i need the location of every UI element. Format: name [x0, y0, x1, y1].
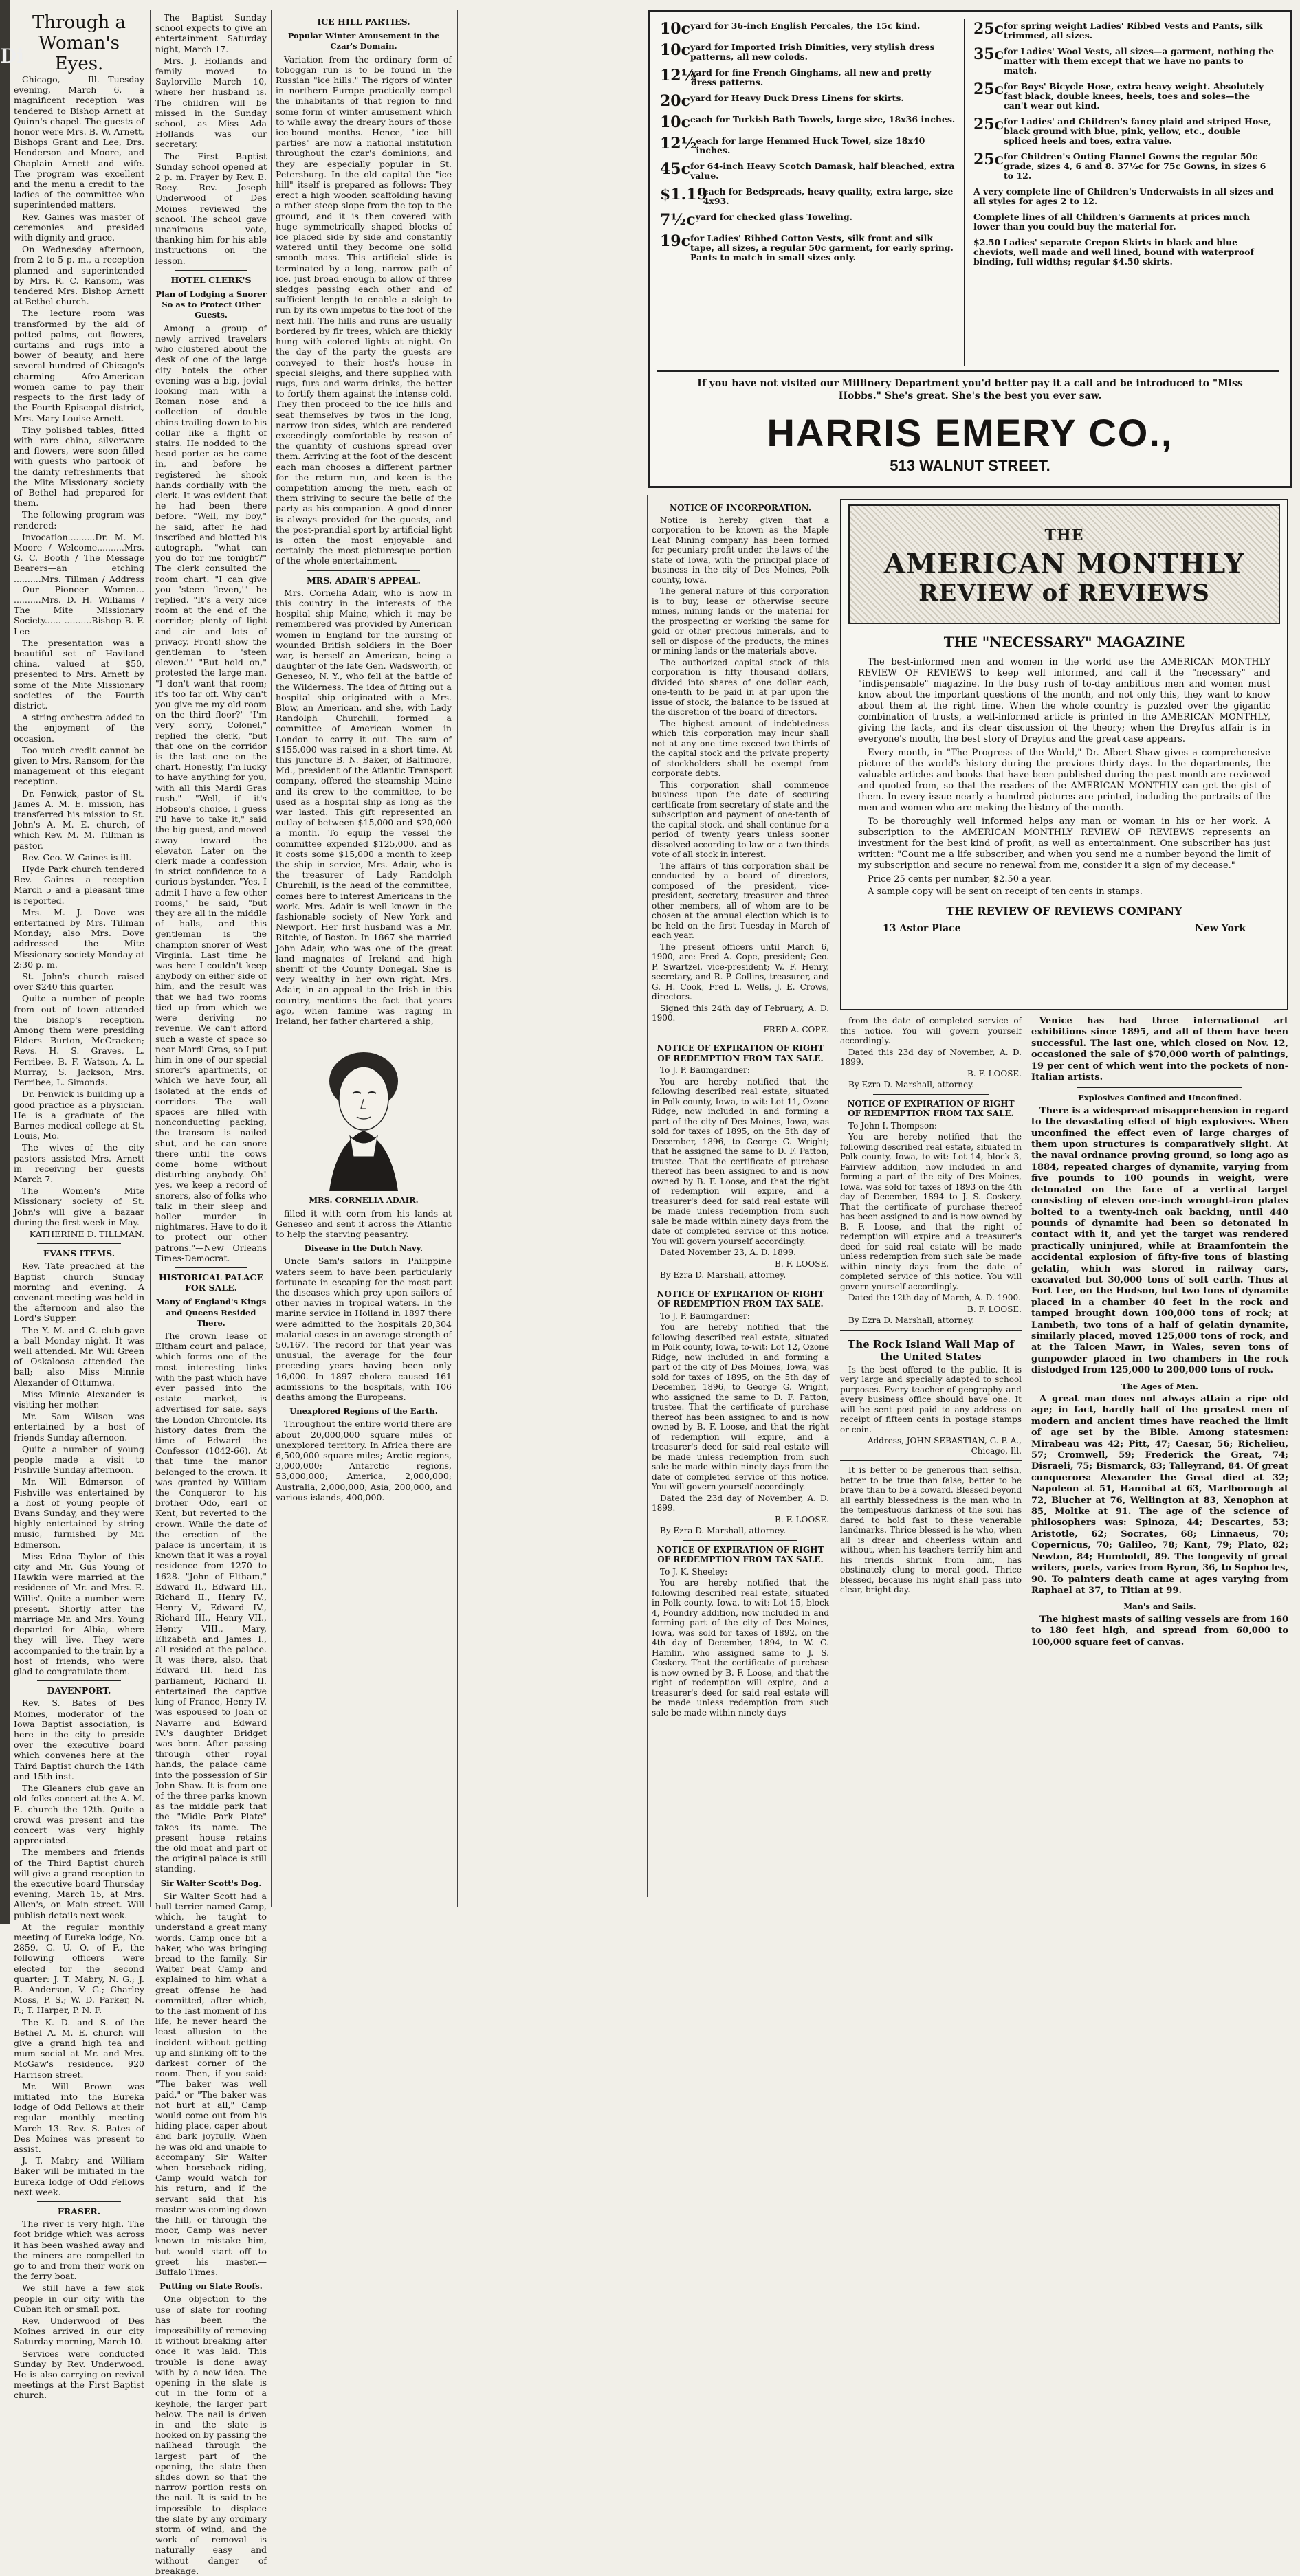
paragraph: Rev. Underwood of Des Moines arrived in our city Saturday morning, March 10. — [14, 2316, 144, 2347]
attorney: By Ezra D. Marshall, attorney. — [848, 1080, 975, 1089]
ad-price-line — [973, 117, 1276, 146]
signature: FRED A. COPE. — [763, 1024, 829, 1034]
ad-price: 25c — [973, 20, 1004, 38]
ad-price: 45c — [660, 160, 691, 178]
ad-price: 35c — [973, 45, 1004, 63]
column-4 — [652, 499, 829, 1901]
paragraph: A string orchestra added to the enjoyment of the occasion. — [14, 712, 144, 744]
ad-item-text: for Ladies' Wool Vests, all sizes—a garment, nothing the matter with them except that we have no pants to match. — [1004, 46, 1275, 76]
paragraph: There is a widespread misapprehension in regard to the devastating effect of high explosives. When unconfined the effect even of large charges of them upon structures is comparatively slight. At the naval ordnance proving ground, so long ago as 1884, repeated charges of dynamite, varying from five pounds to 100 pounds in weight, were detonated on the face of a vertical target consisting of eleven one-inch wrought-iron plates bolted to a twenty-inch oak backing, until 440 pounds of dynamite had been so detonated in contact with it, and yet the target was rendered practically uninjured, while at Braamfontein the accidental explosion of fifty-five tons of blasting gelatin, which was stored in railway cars, excavated but 30,000 tons of soft earth. Thus at Fort Lee, on the Hudson, but two tons of dynamite placed in a chamber 40 feet in the rock and tamped brought down 100,000 tons of rock; at Lambeth, two tons of a half of gelatin dynamite, similarly placed, moved 125,000 tons of rock, and at the Talcen Mawr, in Wales, seven tons of gunpowder placed in two chambers in the rock dislodged from 125,000 to 200,000 tons of rock. — [1031, 1105, 1288, 1376]
ad-price-line — [660, 43, 957, 62]
paragraph: Services were conducted Sunday by Rev. Underwood. He is also carrying on revival meetings at the First Baptist church. — [14, 2348, 144, 2401]
paragraph: The affairs of this corporation shall be conducted by a board of directors, composed of the president, vice-president, secretary, treasurer and three other members, all of whom are to be chosen at the annual election which is to be held on the first Tuesday in March of each year. — [652, 860, 829, 940]
ad-item-text: $2.50 Ladies' separate Crepon Skirts in black and blue cheviots, well made and well lined, bound with waterproof binding, full widths; regular $4.50 skirts. — [973, 237, 1254, 267]
paragraph: The authorized capital stock of this corporation is fifty thousand dollars, divided into shares of one dollar each, one-tenth to be paid in at par upon the issue of stock, the balance to be issued at the discretion of the board of directors. — [652, 657, 829, 717]
paragraph: Miss Edna Taylor of this city and Mr. Gus Young of Hawkin were married at the residence of Mr. and Mrs. E. Willis'. Quite a number were present. Shortly after the marriage Mr. and Mrs. Young departed for Albia, where they will live. They were accompanied to the train by a host of friends, who were glad to congratulate them. — [14, 1551, 144, 1677]
article-heading: The Ages of Men. — [1121, 1381, 1199, 1391]
ad-price: 19c — [660, 232, 691, 250]
ad-item-text: each for Turkish Bath Towels, large size, 18x36 inches. — [690, 114, 956, 124]
company-name: THE REVIEW OF REVIEWS COMPANY — [946, 904, 1182, 918]
column-3 — [276, 12, 452, 1909]
attorney: By Ezra D. Marshall, attorney. — [660, 1526, 786, 1535]
firm-address: 513 WALNUT STREET. — [890, 457, 1050, 474]
address-street: 13 Astor Place — [883, 923, 961, 934]
ad-price: $1.19 — [660, 186, 707, 203]
divider — [175, 270, 247, 271]
ad-right-column — [973, 21, 1276, 273]
ad-item-text: for Ladies' Ribbed Cotton Vests, silk front and silk tape, all sizes, a regular 50c garment, for early spring. Pants to match in small sizes only. — [690, 233, 954, 263]
ad-item-text: for spring weight Ladies' Ribbed Vests and Pants, silk trimmed, all sizes. — [1004, 21, 1263, 41]
paragraph: from the date of completed service of this notice. You will govern yourself accordingly. — [840, 1016, 1022, 1045]
program-list: Invocation..........Dr. M. M. Moore / Welcome..........Mrs. G. C. Booth / The Message Bearers—an etching ..........Mrs. Tillman / Address—Our Pioneer Women... ..........Mrs. D. H. Williams / The Mite Missionary Society...... ..........Bishop B. F. Lee — [14, 531, 144, 636]
ad-item-text: each for large Hemmed Huck Towel, size 18x40 inches. — [696, 135, 925, 155]
column-2 — [155, 12, 267, 2576]
article-heading: Man's and Sails. — [1123, 1601, 1196, 1612]
paragraph: Mr. Sam Wilson was entertained by a host of friends Sunday afternoon. — [14, 1411, 144, 1443]
notice-heading: NOTICE OF EXPIRATION OF RIGHT OF REDEMPTION FROM TAX SALE. — [657, 1289, 824, 1309]
notice-heading: NOTICE OF EXPIRATION OF RIGHT OF REDEMPTION FROM TAX SALE. — [847, 1098, 1015, 1118]
signature: B. F. LOOSE. — [967, 1304, 1022, 1314]
paragraph: Variation from the ordinary form of toboggan run is to be found in the Russian "ice hills." The rigors of winter in northern Europe practically compel the inhabitants of that region to find some form of winter amusement which to while away the dreary hours of those ice-bound months. Hence, "ice hill parties" are now a national institution throughout the czar's dominions, and they are especially popular in St. Petersburg. In the old capital the "ice hill" itself is prepared as follows: They erect a high wooden scaffolding having a rather steep slope from the top to the ground, and it is then covered with huge symmetrically shaped blocks of ice placed side by side and constantly watered until they become one solid smooth mass. This artificial slide is terminated by a long, narrow path of ice, just broad enough to allow of three sledges passing each other and of sufficient length to enable a sleigh to run by its own impetus to the foot of the next hill. The hills and runs are usually bordered by fir trees, which are thickly hung with colored lights at night. On the day of the party the guests are conveyed to their host's house in special sleighs, and there supplied with rugs, furs and warm drinks, the better to fortify them against the intense cold. They then proceed to the ice hills and seat themselves by twos in the long, narrow iron sides, which are rendered exceedingly comfortable by reason of the quantity of cushions spread over them. Arriving at the foot of the descent each man chooses a different partner for the return run, and keen is the competition among the men, each of them striving to secure the belle of the party as his companion. A good dinner is always provided for the guests, and the post-prandial sport by artificial light is often the most enjoyable and certainly the most picturesque portion of the whole entertainment. — [276, 54, 452, 566]
paragraph: Among a group of newly arrived travelers who clustered about the desk of one of the large city hotels the other evening was a big, jovial looking man with a Roman nose and a collection of double chins trailing down to his collar like a flight of stairs. He nodded to the head porter as he came in, and before he registered he shook hands cordially with the clerk. It was evident that he had been there before. "Well, my boy," he said, after he had inscribed and blotted his autograph, "what can you do for me tonight?" The clerk consulted the room chart. "I can give you 'steen 'leven,'" he replied. "It's a very nice room at the end of the corridor; plenty of light and air and lots of privacy. Front! show the gentleman to 'steen eleven.'" "But hold on," protested the large man. "I don't want that room; it's too far off. Why can't you give me my old room on the third floor?" "I'm very sorry, Colonel," replied the clerk, "but that one on the corridor is the last one on the chart. Honestly, I'm lucky to have anything for you, with all this Mardi Gras rush." "Well, if it's Hobson's choice, I guess I'll have to take it," said the big guest, and moved away toward the elevator. Later on the clerk made a confession in strict confidence to a curious bystander. "Yes, I admit I have a few other rooms," he said, "but they are all in the middle of halls, and this gentleman is the champion snorer of West Virginia. Last time he was here I couldn't keep anybody on either side of him, and the result was that we had two rooms tied up from which we were deriving no revenue. We can't afford such a waste of space so near Mardi Gras, so I put him in one of our special snorer's apartments, of which we have four, all isolated at the ends of corridors. The wall spaces are filled with nonconducting packing, the transom is nailed shut, and he can snore there until the cows come home without disturbing anybody. Oh! yes, we keep a record of snorers, also of folks who talk in their sleep and holler murder in nightmares. Have to do it to protect our other patrons."—New Orleans Times-Democrat. — [155, 322, 267, 1263]
paragraph: To J. P. Baumgardner: — [660, 1065, 750, 1075]
paragraph: filled it with corn from his lands at Geneseo and sent it across the Atlantic to help the starving peasantry. — [276, 1208, 452, 1239]
paragraph: Sir Walter Scott had a bull terrier named Camp, which, he taught to understand a great many words. Camp once bit a baker, who was bringing bread to the family. Sir Walter beat Camp and explained to him what a great offense he had committed, after which, to the last moment of his life, he never heard the least allusion to the incident without getting up and slinking off to the darkest corner of the room. Then, if you said: "The baker was well paid," or "The baker was not hurt at all," Camp would come out from his hiding place, caper about and bark joyfully. When he was old and unable to accompany Sir Walter when horseback riding, Camp would watch for his return, and if the servant said that his master was coming down the hill, or through the moor, Camp was never known to mistake him, but would start off to greet his master.—Buffalo Times. — [155, 1890, 267, 2278]
ad-price: 25c — [973, 151, 1004, 168]
magazine-body — [858, 657, 1270, 898]
paragraph: The Y. M. and C. club gave a ball Monday night. It was well attended. Mr. Will Green of Oskaloosa attended the ball; also Miss Minnie Alexander of Ottumwa. — [14, 1324, 144, 1388]
ad-price-line — [973, 82, 1276, 111]
ad-price-line — [973, 212, 1276, 232]
ad-price-line — [660, 68, 957, 87]
paragraph: Dr. Fenwick is building up a good practice as a physician. He is a graduate of the Barnes medical college at St. Louis, Mo. — [14, 1089, 144, 1142]
ad-price: 10c — [660, 20, 691, 38]
signature: B. F. LOOSE. — [967, 1068, 1022, 1078]
paragraph: Uncle Sam's sailors in Philippine waters seem to have been particularly fortunate in escaping for the most part the diseases which prey upon sailors of other navies in tropical waters. In the marine service in Holland in 1897 there were admitted to the hospitals 20,304 malarial cases in an average strength of 50,167. The record for that year was unusual, the average for the four preceding years having been only 16,000. In 1897 cholera caused 161 admissions to the hospitals, with 106 deaths among the Europeans. — [276, 1256, 452, 1402]
column-6 — [840, 1016, 1022, 1902]
ad-price-line — [660, 234, 957, 263]
paragraph: The K. D. and S. of the Bethel A. M. E. church will give a grand high tea and mum social at Mr. and Mrs. McGaw's residence, 920 Harrison street. — [14, 2017, 144, 2080]
paragraph: To J. K. Sheeley: — [660, 1566, 728, 1577]
paragraph: The presentation was a beautiful set of Haviland china, valued at $50, presented to Mrs. Arnett by some of the Mite Missionary societies of the Fourth district. — [14, 637, 144, 711]
signature: KATHERINE D. TILLMAN. — [29, 1228, 144, 1239]
portrait-engraving — [302, 1033, 426, 1191]
ad-price-line — [660, 136, 957, 155]
paragraph: This corporation shall commence business upon the date of securing certificate from secretary of state and the subscription and payment of one-tenth of the capital stock, and shall continue for a period of twenty years unless sooner dissolved according to law or a two-thirds vote of all stock in interest. — [652, 779, 829, 859]
paragraph: Rev. Tate preached at the Baptist church Sunday morning and evening. A covenant meeting was held in the afternoon and also the Lord's Supper. — [14, 1261, 144, 1324]
ad-item-text: yard for 36-inch English Percales, the 15c kind. — [690, 21, 921, 31]
ad-price: 10c — [660, 41, 691, 59]
article-heading: Unexplored Regions of the Earth. — [289, 1406, 438, 1417]
review-of-reviews-advertisement — [840, 499, 1288, 1010]
paragraph: Mr. Will Edmerson of Fishville was entertained by a host of young people of Evans Sunday, and they were highly entertained by string music, furnished by Mr. Edmerson. — [14, 1476, 144, 1550]
divider — [1077, 1087, 1242, 1088]
paragraph: You are hereby notified that the following described real estate, situated in Polk county, Iowa, to-wit: Lot 14, block 3, Fairview addition, now included in and forming a part of the city of Des Moines, Iowa, was sold for taxes of 1893 on the 4th day of December, 1894 to J. S. Coskery. That the certificate of purchase thereof has been assigned to and is now owned by B. F. Loose, and that the right of redemption will expire and a treasurer's deed for said real estate will be made unless redemption from such sale be made within ninety days from the date of completed service of this notice. You will govern yourself accordingly. — [840, 1132, 1022, 1291]
paragraph: Rev. S. Bates of Des Moines, moderator of the Iowa Baptist association, is here in the city to preside over the executive board which convenes here at the Third Baptist church the 14th and 15th inst. — [14, 1698, 144, 1781]
address-city: New York — [1195, 923, 1246, 934]
column-rule — [457, 10, 458, 1907]
notice-heading: NOTICE OF EXPIRATION OF RIGHT OF REDEMPTION FROM TAX SALE. — [657, 1544, 824, 1564]
column-rule — [647, 495, 648, 1897]
article-subheading: Plan of Lodging a Snorer So as to Protect Other Guests. — [155, 289, 267, 320]
ad-heading: The Rock Island Wall Map of the United States — [848, 1337, 1014, 1363]
paragraph: Mrs. Cornelia Adair, who is now in this country in the interests of the hospital ship Maine, which it may be remembered was provided by American women in England for the nursing of wounded British soldiers in the Boer war, is herself an American, being a daughter of the late Gen. Wadsworth, of Geneseo, N. Y., who fell at the battle of the Wilderness. The idea of fitting out a hospital ship originated with a Mrs. Blow, an American, and she, with Lady Randolph Churchill, formed a committee of American women in London to carry it out. The sum of $155,000 was raised in a short time. At this juncture B. N. Baker, of Baltimore, Md., president of the Atlantic Transport company, offered the steamship Maine and its crew to the committee, to be used as a hospital ship as long as the war lasted. This gift represented an outlay of between $15,000 and $20,000 a month. To equip the vessel the committee expended $125,000, and as it costs some $15,000 a month to keep the ship in service, Mrs. Adair, who is the treasurer of Lady Randolph Churchill, is the head of the committee, comes here to interest Americans in the work. Mrs. Adair is well known in the fashionable society of New York and Newport. Her first husband was a Mr. Ritchie, of Boston. In 1867 she married John Adair, who was one of the great land magnates of Ireland and high sheriff of the County Donegal. She is very wealthy in her own right. Mrs. Adair, in an appeal to the Irish in this country, mentions the fact that years ago, when famine was raging in Ireland, her father chartered a ship, — [276, 587, 452, 1027]
paragraph: You are hereby notified that the following described real estate, situated in Polk county, Iowa, to-wit: Lot 12, Ozone Ridge, now included in and forming a part of the city of Des Moines, Iowa, was sold for taxes of 1895, on the 5th day of December, 1896, to George G. Wright, who assigned the same to D. F. Patton, trustee. That the certificate of purchase thereof has been assigned to and is now owned by B. F. Loose, and that the right of redemption will expire, and a treasurer's deed for said real estate will be made unless redemption from such sale be made within ninety days from the date of completed service of this notice. You will govern yourself accordingly. — [652, 1322, 829, 1491]
divider — [37, 1243, 121, 1244]
ad-price-line — [660, 93, 957, 109]
paragraph: The wives of the city pastors assisted Mrs. Arnett in receiving her guests March 7. — [14, 1142, 144, 1184]
article-subheading: Many of England's Kings and Queens Resided There. — [155, 1297, 267, 1328]
ad-price: 25c — [973, 80, 1004, 98]
paragraph: It is better to be generous than selfish, better to be true than false, better to be brave than to be a coward. Blessed beyond all earthly blessedness is the man who in the tempestuous darkness of the soul has dared to hold fast to these venerable landmarks. Thrice blessed is he who, when all is drear and cheerless within and without, when his teachers terrify him and his friends shrink from him, has obstinately clung to moral good. Thrice blessed, because his night shall pass into clear, bright day. — [840, 1465, 1022, 1595]
paragraph: Mrs. J. Hollands and family moved to Saylorville March 10, where her husband is. The children will be missed in the Sunday school, as Miss Ada Hollands was our secretary. — [155, 55, 267, 150]
attorney: By Ezra D. Marshall, attorney. — [660, 1270, 786, 1280]
notice-heading: NOTICE OF INCORPORATION. — [669, 503, 812, 513]
ad-item-text: Complete lines of all Children's Garments at prices much lower than you could buy the material for. — [973, 212, 1251, 232]
page-edge-letters: Di — [0, 45, 24, 67]
column-rule — [271, 10, 272, 1907]
article-heading: Sir Walter Scott's Dog. — [160, 1878, 262, 1888]
paragraph: Is the best offered to the public. It is very large and specially adapted to school purposes. Every teacher of geography and every business office should have one. It will be sent post paid to any address on receipt of fifteen cents in postage stamps or coin. — [840, 1364, 1022, 1434]
section-heading: DAVENPORT. — [47, 1685, 111, 1696]
paragraph: The Women's Mite Missionary society of St. John's will give a bazaar during the first week in May. — [14, 1186, 144, 1228]
column-rule — [150, 10, 151, 1907]
ad-price-line — [660, 187, 957, 206]
paragraph: The present officers until March 6, 1900, are: Fred A. Cope, president; Geo. P. Swartzel, vice-president; W. F. Henry, secretary, and R. P. Collins, treasurer, and G. H. Cook, Fred L. Wells, J. E. Crows, directors. — [652, 942, 829, 1001]
divider — [307, 570, 420, 571]
paragraph: The general nature of this corporation is to buy, lease or otherwise secure mines, mining lands or the material for the prospecting or working the same for gold or other precious minerals, and to sell or dispose of the products, the mines or mining lands or the materials above. — [652, 586, 829, 656]
magazine-tagline: THE "NECESSARY" MAGAZINE — [943, 634, 1185, 650]
article-heading: MRS. ADAIR'S APPEAL. — [306, 575, 421, 586]
ad-hrule — [657, 370, 1279, 372]
ad-price-line — [973, 152, 1276, 181]
ad-item-text: yard for checked glass Toweling. — [695, 212, 852, 222]
paragraph: Dated the 12th day of March, A. D. 1900. — [848, 1293, 1021, 1302]
paragraph: Quite a number of young people made a visit to Fishville Sunday afternoon. — [14, 1443, 144, 1476]
paragraph: Quite a number of people from out of town attended the bishop's reception. Among them were presiding Elders Burton, McCracken; Revs. H. S. Graves, L. Ferribee, B. F. Watson, A. L. Murray, S. Jackson, Mrs. Ferribee, L. Simonds. — [14, 993, 144, 1088]
attorney: By Ezra D. Marshall, attorney. — [848, 1315, 975, 1325]
paragraph: The crown lease of Eltham court and palace, which forms one of the most interesting links with the past which have ever passed into the estate market, is advertised for sale, says the London Chronicle. Its history dates from the time of Edward the Confessor (1042-66). At that time the manor belonged to the crown. It was granted by William the Conqueror to his brother Odo, earl of Kent, but reverted to the crown. While the date of the erection of the palace is uncertain, it is known that it was a royal residence from 1270 to 1628. "John of Eltham," Edward II., Edward III., Richard II., Henry IV., Henry V., Edward IV., Richard III., Henry VII., Henry VIII., Mary, Elizabeth and James I., all resided at the palace. It was there, also, that Edward III. held his parliament, Richard II. entertained the captive king of France, Henry IV. was espoused to Joan of Navarre and Edward IV.'s daughter Bridget was born. After passing through other royal hands, the palace came into the possession of Sir John Shaw. It is from one of the three parks known as the middle park that the "Midle Park Plate" takes its name. The present house retains the old moat and part of the original palace is still standing. — [155, 1330, 267, 1874]
ad-price: 10c — [660, 113, 691, 131]
paragraph: The highest amount of indebtedness which this corporation may incur shall not at any one time exceed two-thirds of the capital stock and the private property of stockholders shall be exempt from corporate debts. — [652, 718, 829, 778]
millinery-note: If you have not visited our Millinery Department you'd better pay it a call and be introduced to "Miss Hobbs." She's great. She's the best you ever saw. — [697, 378, 1243, 401]
divider — [873, 1094, 989, 1095]
paragraph: You are hereby notified that the following described real estate, situated in Polk county, Iowa, to-wit: Lot 15, block 4, Foundry addition, now included in and forming part of the city of Des Moines, Iowa, was sold for taxes of 1892, on the 4th day of December, 1894, to W. G. Hamlin, who assigned same to J. S. Coskery. That the certificate of purchase is now owned by B. F. Loose, and that the right of redemption will expire, and a treasurer's deed for said real estate will be made unless redemption from such sale be made within ninety days — [652, 1578, 829, 1718]
ad-price: 7½c — [660, 211, 696, 229]
paragraph: Rev. Gaines was master of ceremonies and presided with dignity and grace. — [14, 211, 144, 243]
article-heading: Putting on Slate Roofs. — [159, 2281, 263, 2291]
divider — [175, 1267, 247, 1268]
article-heading: Explosives Confined and Unconfined. — [1078, 1093, 1242, 1103]
paragraph: The members and friends of the Third Baptist church will give a grand reception to the executive board Thursday evening, March 15, at Mrs. Allen's, on Main street. Will publish details next week. — [14, 1847, 144, 1920]
paragraph: J. T. Mabry and William Baker will be initiated in the Eureka lodge of Odd Fellows next week. — [14, 2155, 144, 2197]
paragraph: To John I. Thompson: — [848, 1120, 937, 1131]
paragraph: Throughout the entire world there are about 20,000,000 square miles of unexplored territory. In Africa there are 6,500,000 square miles; Arctic regions, 3,000,000; Antarctic regions, 53,000,000; America, 2,000,000; Australia, 2,000,000; Asia, 200,000, and various islands, 400,000. — [276, 1419, 452, 1502]
signature: B. F. LOOSE. — [775, 1514, 829, 1524]
paragraph: Miss Minnie Alexander is visiting her mother. — [14, 1388, 144, 1410]
ad-item-text: yard for fine French Ginghams, all new and pretty dress patterns. — [691, 67, 932, 87]
ad-price-line — [660, 115, 957, 130]
paragraph: The Baptist Sunday school expects to give an entertainment Saturday night, March 17. — [155, 12, 267, 54]
paragraph: A sample copy will be sent on receipt of ten cents in stamps. — [868, 887, 1143, 897]
ad-item-text: A very complete line of Children's Underwaists in all sizes and all styles for ages 2 to 12. — [973, 186, 1274, 206]
paragraph: The best-informed men and women in the world use the AMERICAN MONTHLY REVIEW OF REVIEWS to keep well informed, and call it the "necessary" and "indispensable" magazine. In the busy rush of to-day ambitious men and women must know about the important questions of the month, and not only this, they want to know about them at the right time. When the whole country is puzzled over the gigantic combination of trusts, a well-informed article is printed in the AMERICAN MONTHLY, giving the facts, and its clear discussion of the theory; when the Dreyfus affair is in everyone's mouth, the best story of Dreyfus and the great case appears. — [858, 657, 1270, 744]
paragraph: Notice is hereby given that a corporation to be known as the Maple Leaf Mining company has been formed for pecuniary profit under the laws of the state of Iowa, with the principal place of business in the city of Des Moines, Polk county, Iowa. — [652, 515, 829, 585]
ad-price: 12½ — [660, 67, 697, 85]
ad-item-text: for Ladies' and Children's fancy plaid and striped Hose, black ground with blue, pink, yellow, etc., double spliced heels and toes, extra value. — [1004, 116, 1272, 146]
masthead-line: THE — [1044, 526, 1084, 544]
paragraph: Venice has had three international art exhibitions since 1895, and all of them have been successful. The last one, which closed on Nov. 12, occasioned the sale of $70,000 worth of paintings, 19 per cent of which went into the pockets of non-Italian artists. — [1031, 1016, 1288, 1083]
divider — [37, 1680, 121, 1681]
paragraph: Rev. Geo. W. Gaines is ill. — [22, 852, 132, 863]
paragraph: You are hereby notified that the following described real estate, situated in Polk county, Iowa, to-wit: Lot 11, Ozone Ridge, now included in and forming a part of the city of Des Moines, Iowa, was sold for taxes of 1895, on the 5th day of December, 1896, to George G. Wright; that he assigned the same to D. F. Patton, trustee. That the certificate of purchase thereof has been assigned to and is now owned by B. F. Loose, and that the right of redemption will expire, and a treasurer's deed for said real estate will be made unless redemption from such sale be made within ninety days from the date of completed service of this notice. You will govern yourself accordingly. — [652, 1076, 829, 1246]
paragraph: At the regular monthly meeting of Eureka lodge, No. 2859, G. U. O. of F., the following officers were elected for the second quarter: J. T. Mabry, N. G.; J. B. Anderson, V. G.; Charley Moss, P. S.; W. D. Parker, N. F.; T. Harper, P. N. F. — [14, 1921, 144, 2016]
section-heading: EVANS ITEMS. — [43, 1248, 115, 1259]
section-heading: FRASER. — [57, 2206, 101, 2217]
paragraph: Dated November 23, A. D. 1899. — [660, 1247, 796, 1257]
ad-price: 25c — [973, 115, 1004, 133]
ad-price-line — [660, 21, 957, 36]
article-subheading: Popular Winter Amusement in the Czar's Domain. — [287, 31, 440, 52]
portrait-caption: MRS. CORNELIA ADAIR. — [309, 1195, 419, 1206]
ad-price-line — [973, 47, 1276, 76]
paragraph: To be thoroughly well informed helps any man or woman in his or her work. A subscription to the AMERICAN MONTHLY REVIEW OF REVIEWS represents an investment for the best kind of profit, as well as entertainment. One subscriber has just written: "Count me a life subscriber, and when you send me a number beyond the limit of my subscription and secure no renewal from me, consider it a sign of my decease." — [858, 817, 1270, 871]
rock-island-box — [840, 1330, 1022, 1462]
paragraph: Every month, in "The Progress of the World," Dr. Albert Shaw gives a comprehensive picture of the world's history during the previous thirty days. In the departments, the valuable articles and books that have been published during the past month are reviewed and quoted from, so that the readers of the AMERICAN MONTHLY can get the gist of them. In every issue nearly a hundred pictures are printed, including the portraits of the men and women who are making the history of the month. — [858, 748, 1270, 813]
paragraph: A great man does not always attain a ripe old age; in fact, hardly half of the greatest men of modern and ancient times have reached the limit of age set by the Bible. Among statesmen: Mirabeau was 42; Pitt, 47; Caesar, 56; Richelieu, 57; Cromwell, 59; Frederick the Great, 74; Disraeli, 75; Bismarck, 83; Talleyrand, 84. Of great conquerors: Alexander the Great died at 32; Napoleon at 51, Hannibal at 63, Marlborough at 72, Blucher at 76, Wellington at 83, Xenophon at 85, Moltke at 91. The age of the science of philosophers was: Spinoza, 44; Descartes, 53; Aristotle, 62; Socrates, 68; Linnaeus, 70; Copernicus, 70; Galileo, 78; Kant, 79; Plato, 82; Newton, 84; Humboldt, 89. The longevity of great writers, poets, varies from Byron, 36, to Sophocles, 90. To painters death came at ages varying from Raphael at 37, to Titian at 99. — [1031, 1394, 1288, 1596]
paragraph: Address, JOHN SEBASTIAN, G. P. A., Chicago, Ill. — [867, 1436, 1022, 1456]
masthead-line: REVIEW of REVIEWS — [918, 579, 1210, 607]
divider — [683, 1540, 797, 1541]
ad-price-line — [973, 21, 1276, 41]
article-heading: HISTORICAL PALACE FOR SALE. — [158, 1272, 264, 1293]
paragraph: On Wednesday afternoon, from 2 to 5 p. m., a reception planned and superintended by Mrs. R. C. Ransom, was tendered Mrs. Bishop Arnett at Bethel church. — [14, 244, 144, 307]
ad-item-text: for 64-inch Heavy Scotch Damask, half bleached, extra value. — [690, 161, 955, 181]
paragraph: Chicago, Ill.—Tuesday evening, March 6, a magnificent reception was tendered to Bishop Arnett at Quinn's chapel. The guests of honor were Mrs. B. W. Arnett, Bishops Grant and Lee, Drs. Henderson and Moore, and Chaplain Arnett and wife. The program was excellent and the menu a credit to the ladies of the committee who superintended matters. — [14, 74, 144, 210]
paragraph: St. John's church raised over $240 this quarter. — [14, 971, 144, 992]
ad-item-text: for Boys' Bicycle Hose, extra heavy weight. Absolutely fast black, double knees, heels, toes and soles—the can't wear out kind. — [1004, 81, 1264, 111]
paragraph: Dr. Fenwick, pastor of St. James A. M. E. mission, has transferred his mission to St. John's A. M. E. church, of which Rev. M. M. Tillman is pastor. — [14, 788, 144, 851]
paragraph: The First Baptist Sunday school opened at 2 p. m. Prayer by Rev. E. Roey. Rev. Joseph Underwood of Des Moines reviewed the school. The school gave unanimous vote, thanking him for his able instructions on the lesson. — [155, 151, 267, 266]
ad-item-text: each for Bedspreads, heavy quality, extra large, size 4x93. — [703, 186, 954, 206]
paragraph: We still have a few sick people in our city with the Cuban itch or small pox. — [14, 2283, 144, 2314]
paragraph: One objection to the use of slate for roofing has been the impossibility of removing it without breaking after once it was laid. This trouble is done away with by a new idea. The opening in the slate is cut in the form of a keyhole, the larger part below. The nail is driven in and the slate is hooked on by passing the nailhead through the largest part of the opening, the slate then slides down so that the narrow portion rests on the nail. It is said to be impossible to displace the slate by any ordinary storm of wind, and the work of removal is naturally easy and without danger of breakage. — [155, 2294, 267, 2576]
paragraph: Too much credit cannot be given to Mrs. Ransom, for the management of this elegant reception. — [14, 744, 144, 787]
article-heading: Disease in the Dutch Navy. — [304, 1243, 423, 1254]
ad-price-line — [660, 162, 957, 181]
article-heading: ICE HILL PARTIES. — [317, 16, 410, 27]
ad-divider — [964, 19, 965, 366]
paragraph: Mrs. M. J. Dove was entertained by Mrs. Tillman Monday; also Mrs. Dove addressed the Mite Missionary society Monday at 2:30 p. m. — [14, 907, 144, 970]
paragraph: Tiny polished tables, fitted with rare china, silverware and flowers, were soon filled with guests who partook of the dainty refreshments that the Mite Missionary society of Bethel had prepared for them. — [14, 424, 144, 509]
paragraph: The river is very high. The foot bridge which was across it has been washed away and the miners are compelled to go to and from their work on the ferry boat. — [14, 2219, 144, 2282]
column-1 — [14, 12, 144, 2401]
notice-heading: NOTICE OF EXPIRATION OF RIGHT OF REDEMPTION FROM TAX SALE. — [657, 1043, 824, 1063]
paragraph: The following program was rendered: — [14, 509, 144, 531]
ad-price: 20c — [660, 92, 691, 110]
divider — [37, 2201, 121, 2202]
harris-emery-advertisement — [648, 10, 1292, 488]
article-heading: Through a Woman's Eyes. — [32, 12, 126, 74]
paragraph: Price 25 cents per number, $2.50 a year. — [868, 874, 1052, 885]
magazine-masthead — [848, 504, 1280, 624]
ad-item-text: for Children's Outing Flannel Gowns the regular 50c grade, sizes 4, 6 and 8. 37½c for 75c Gowns, in sizes 6 to 12. — [1004, 151, 1266, 181]
paragraph: Signed this 24th day of February, A. D. 1900. — [652, 1003, 829, 1023]
masthead-line: AMERICAN MONTHLY — [883, 548, 1245, 580]
article-heading: HOTEL CLERK'S — [170, 274, 252, 285]
ad-left-column — [660, 21, 957, 269]
firm-name: HARRIS EMERY CO., — [767, 411, 1174, 454]
signature: B. F. LOOSE. — [775, 1258, 829, 1269]
paragraph: Mr. Will Brown was initiated into the Eureka lodge of Odd Fellows at their regular monthly meeting March 13. Rev. S. Bates of Des Moines was present to assist. — [14, 2080, 144, 2154]
ad-item-text: yard for Heavy Duck Dress Linens for skirts. — [690, 93, 904, 103]
paragraph: Hyde Park church tendered Rev. Gaines a reception March 5 and a pleasant time is reported. — [14, 864, 144, 906]
paragraph: Dated the 23d day of November, A. D. 1899. — [652, 1493, 829, 1513]
ad-price-line — [660, 212, 957, 227]
paragraph: To J. P. Baumgardner: — [660, 1311, 750, 1321]
paragraph: The lecture room was transformed by the aid of potted palms, cut flowers, curtains and rugs into a bower of beauty, and here several hundred of Chicago's charming Afro-American women came to pay their respects to the first lady of the Fourth Episcopal district, Mrs. Mary Louise Arnett. — [14, 308, 144, 423]
ad-item-text: yard for Imported Irish Dimities, very stylish dress patterns, all new colods. — [690, 42, 935, 62]
paragraph: The Gleaners club gave an old folks concert at the A. M. E. church the 12th. Quite a crowd was present and the concert was very highly appreciated. — [14, 1783, 144, 1846]
company-address — [883, 923, 1246, 934]
ad-price-line — [973, 238, 1276, 267]
ad-price: 12½ — [660, 135, 697, 153]
paragraph: The highest masts of sailing vessels are from 160 to 180 feet high, and spread from 60,000 to 100,000 square feet of canvas. — [1031, 1614, 1288, 1647]
ad-price-line — [973, 187, 1276, 206]
column-7 — [1031, 1016, 1288, 1902]
paragraph: Dated this 23d day of November, A. D. 1899. — [840, 1047, 1022, 1067]
